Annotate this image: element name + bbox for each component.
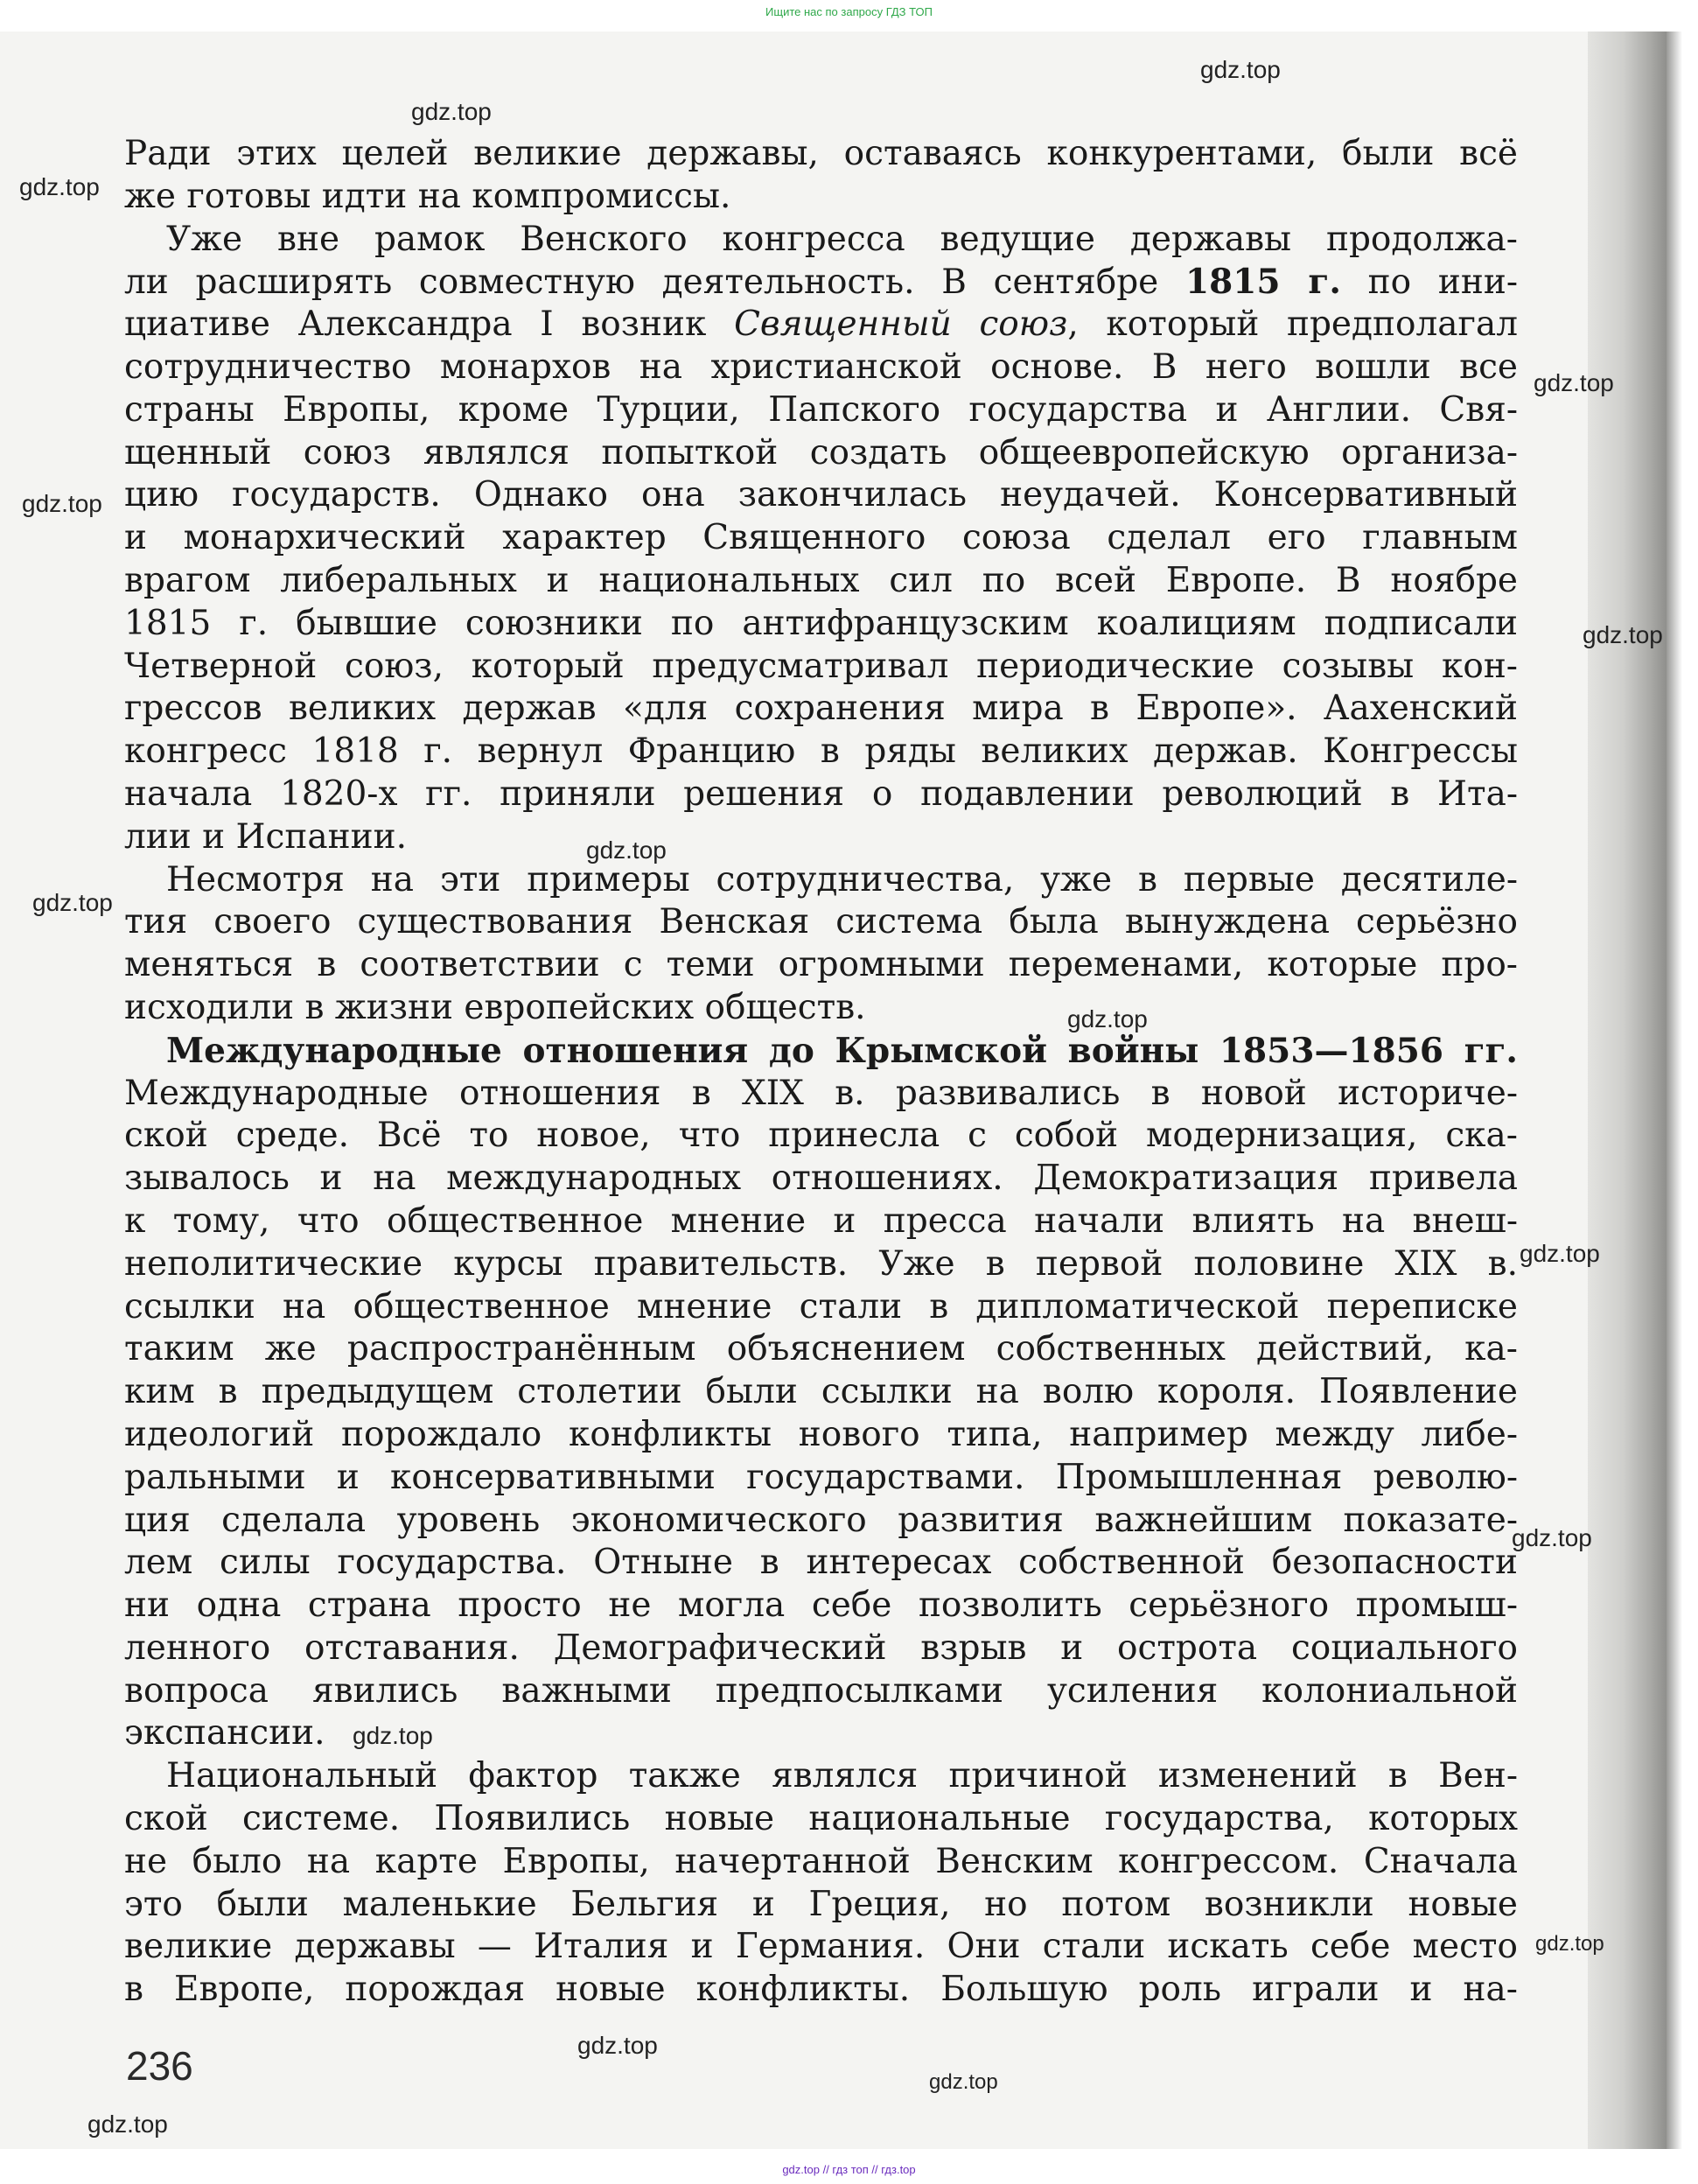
body-text: [124, 133, 1518, 2012]
text-line: ссылки на общественное мнение стали в дипломатической переписке: [124, 1286, 1518, 1326]
text-line: ни одна страна просто не могла себе позволить серьёзного промыш-: [124, 1586, 1518, 1626]
text-line: вопроса явились важными предпосылками усиления колониальной: [124, 1670, 1518, 1711]
watermark: gdz.top: [1583, 621, 1663, 648]
watermark: gdz.top: [1067, 1005, 1148, 1032]
footer-links[interactable]: gdz.top // гдз топ // гдз.top: [782, 2163, 916, 2176]
text-line: зывалось и на международных отношениях. Демократизация привела: [124, 1158, 1518, 1199]
text-line: неполитические курсы правительств. Уже в первой половине XIX в.: [124, 1243, 1518, 1284]
text-line: ской среде. Всё то новое, что принесла с собой модернизация, ска-: [124, 1116, 1518, 1156]
text-line: в Европе, порождая новые конфликты. Большую роль играли и на-: [124, 1970, 1518, 2010]
text-line: ленного отставания. Демографический взрыв и острота социального: [124, 1628, 1518, 1668]
text-line: ким в предыдущем столетии были ссылки на волю короля. Появление: [124, 1372, 1518, 1412]
watermark: gdz.top: [32, 889, 113, 916]
text-line: лем силы государства. Отныне в интересах собственной безопасности: [124, 1543, 1518, 1583]
text-line: Международные отношения в XIX в. развивались в новой историче-: [124, 1073, 1518, 1113]
text-line: Национальный фактор также являлся причиной изменений в Вен-: [166, 1756, 1518, 1796]
book-page-edge-shadow: [1667, 32, 1682, 2149]
book-page-edge: [1588, 32, 1667, 2149]
watermark: gdz.top: [22, 490, 102, 517]
text-line: Несмотря на эти примеры сотрудничества, уже в первые десятиле-: [166, 859, 1518, 900]
text-line: к тому, что общественное мнение и пресса начали влиять на внеш-: [124, 1200, 1518, 1241]
watermark: gdz.top: [1512, 1524, 1592, 1551]
watermark: gdz.top: [411, 98, 492, 125]
text-line: тия своего существования Венская система была вынуждена серьёзно: [124, 902, 1518, 942]
text-line: Уже вне рамок Венского конгресса ведущие державы продолжа-: [166, 219, 1518, 259]
page-number: 236: [126, 2043, 193, 2089]
watermark: gdz.top: [1200, 56, 1281, 83]
watermark: gdz.top: [1520, 1240, 1600, 1267]
text-line: грессов великих держав «для сохранения мира в Европе». Аахенский: [124, 689, 1518, 729]
watermark: gdz.top: [1535, 1932, 1604, 1956]
top-banner[interactable]: Ищите нас по запросу ГДЗ ТОП: [765, 5, 933, 18]
text-line: ской системе. Появились новые национальные государства, которых: [124, 1799, 1518, 1839]
text-line: это были маленькие Бельгия и Греция, но потом возникли новые: [124, 1884, 1518, 1924]
watermark: gdz.top: [1534, 369, 1614, 396]
text-line: исходили в жизни европейских обществ.: [124, 987, 866, 1027]
text-line: страны Европы, кроме Турции, Папского государства и Англии. Свя-: [124, 389, 1518, 430]
watermark: gdz.top: [586, 836, 667, 864]
text-line: сотрудничество монархов на христианской основе. В него вошли все: [124, 346, 1518, 387]
text-fragment: ли расширять совместную деятельность. В сентябре: [124, 262, 1159, 303]
text-line: и монархический характер Священного союза сделал его главным: [124, 518, 1518, 558]
text-line: идеологий порождало конфликты нового типа, например между либе-: [124, 1414, 1518, 1454]
text-line: ральными и консервативными государствами. Промышленная револю-: [124, 1457, 1518, 1497]
watermark: gdz.top: [87, 2110, 168, 2138]
watermark: gdz.top: [353, 1722, 433, 1749]
text-line: Четверной союз, который предусматривал периодические созывы кон-: [124, 646, 1518, 686]
text-line: Ради этих целей великие державы, оставаясь конкурентами, были всё: [124, 134, 1518, 173]
text-line: 1815 г. бывшие союзники по антифранцузским коалициям подписали: [124, 603, 1518, 643]
text-line: великие державы — Италия и Германия. Они стали искать себе место: [124, 1927, 1518, 1967]
text-line: таким же распространённым объяснением собственных действий, ка-: [124, 1329, 1518, 1369]
text-line: экспансии.: [124, 1713, 325, 1754]
text-line: лии и Испании.: [124, 816, 408, 857]
text-line: [124, 304, 1518, 346]
text-line: [124, 261, 1518, 304]
text-fragment: по ини-: [1367, 262, 1518, 303]
text-line: меняться в соответствии с теми огромными переменами, которые про-: [124, 945, 1518, 985]
text-fragment: , который предполагал: [1067, 304, 1518, 345]
text-line: ция сделала уровень экономического развития важнейшим показате-: [124, 1500, 1518, 1540]
section-heading: Международные отношения до Крымской войны 1853—1856 гг.: [166, 1030, 1518, 1071]
watermark: gdz.top: [19, 173, 100, 200]
text-line: же готовы идти на компромиссы.: [124, 176, 731, 216]
text-line: врагом либеральных и национальных сил по всей Европе. В ноябре: [124, 560, 1518, 600]
text-line: начала 1820-х гг. приняли решения о подавлении революций в Ита-: [124, 774, 1518, 814]
text-line: цию государств. Однако она закончилась неудачей. Консервативный: [124, 475, 1518, 515]
text-fragment: циативе Александра I возник: [124, 304, 707, 345]
text-line: конгресс 1818 г. вернул Францию в ряды великих держав. Конгрессы: [124, 732, 1518, 772]
text-line: щенный союз являлся попыткой создать общеевропейскую организа-: [124, 432, 1518, 472]
text-line: не было на карте Европы, начертанной Венским конгрессом. Сначала: [124, 1841, 1518, 1881]
term-holy-union: Священный союз: [734, 304, 1068, 345]
watermark: gdz.top: [577, 2032, 658, 2059]
date-1815: 1815 г.: [1184, 262, 1341, 303]
watermark: gdz.top: [929, 2070, 998, 2094]
